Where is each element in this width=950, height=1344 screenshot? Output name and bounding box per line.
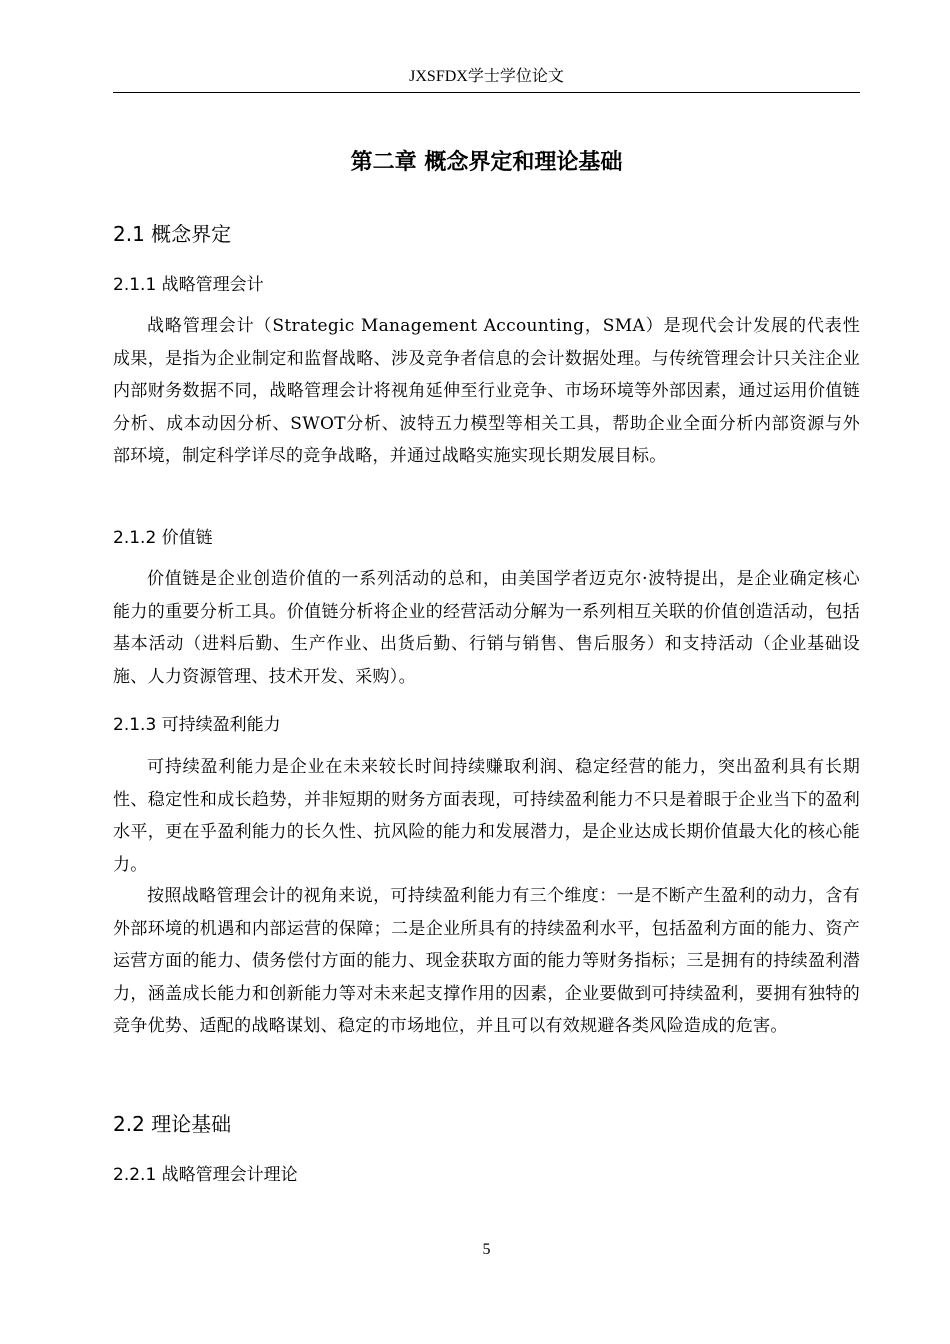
page-number: 5 [482, 1241, 491, 1258]
paragraph-2-1-3-1: 可持续盈利能力是企业在未来较长时间持续赚取利润、稳定经营的能力，突出盈利具有长期性、稳定性和成长趋势，并非短期的财务方面表现，可持续盈利能力不只是着眼于企业当下的盈利水平，更在乎盈利能力的长久性、抗风险的能力和发展潜力，是企业达成长期价值最大化的核心能力。 [113, 757, 860, 875]
paragraph-2-1-3-2: 按照战略管理会计的视角来说，可持续盈利能力有三个维度：一是不断产生盈利的动力，含有外部环境的机遇和内部运营的保障；二是企业所具有的持续盈利水平，包括盈利方面的能力、资产运营方面的能力、债务偿付方面的能力、现金获取方面的能力等财务指标；三是拥有的持续盈利潜力，涵盖成长能力和创新能力等对未来起支撑作用的因素，企业要做到可持续盈利，要拥有独特的竞争优势、适配的战略谋划、稳定的市场地位，并且可以有效规避各类风险造成的危害。 [113, 886, 860, 1036]
section-heading-2-1: 2.1 概念界定 [113, 222, 232, 246]
section-heading-2-2-1: 2.2.1 战略管理会计理论 [113, 1165, 298, 1185]
paragraph-2-1-1-1: 战略管理会计（Strategic Management Accounting，SMA）是现代会计发展的代表性成果，是指为企业制定和监督战略、涉及竞争者信息的会计数据处理。与传统管理会计只关注企业内部财务数据不同，战略管理会计将视角延伸至行业竞争、市场环境等外部因素，通过运用价值链分析、成本动因分析、SWOT分析、波特五力模型等相关工具，帮助企业全面分析内部资源与外部环境，制定科学详尽的竞争战略，并通过战略实施实现长期发展目标。 [113, 316, 860, 466]
chapter-title: 第二章 概念界定和理论基础 [350, 150, 623, 175]
section-heading-2-1-2: 2.1.2 价值链 [113, 528, 213, 548]
section-heading-2-1-1: 2.1.1 战略管理会计 [113, 275, 264, 295]
section-heading-2-1-3: 2.1.3 可持续盈利能力 [113, 715, 281, 735]
section-heading-2-2: 2.2 理论基础 [113, 1112, 232, 1136]
paragraph-2-1-2-1: 价值链是企业创造价值的一系列活动的总和，由美国学者迈克尔·波特提出，是企业确定核心能力的重要分析工具。价值链分析将企业的经营活动分解为一系列相互关联的价值创造活动，包括基本活动（进料后勤、生产作业、出货后勤、行销与销售、售后服务）和支持活动（企业基础设施、人力资源管理、技术开发、采购）。 [113, 569, 860, 687]
running-header: JXSFDX学士学位论文 [409, 68, 564, 85]
header-divider [113, 92, 860, 93]
